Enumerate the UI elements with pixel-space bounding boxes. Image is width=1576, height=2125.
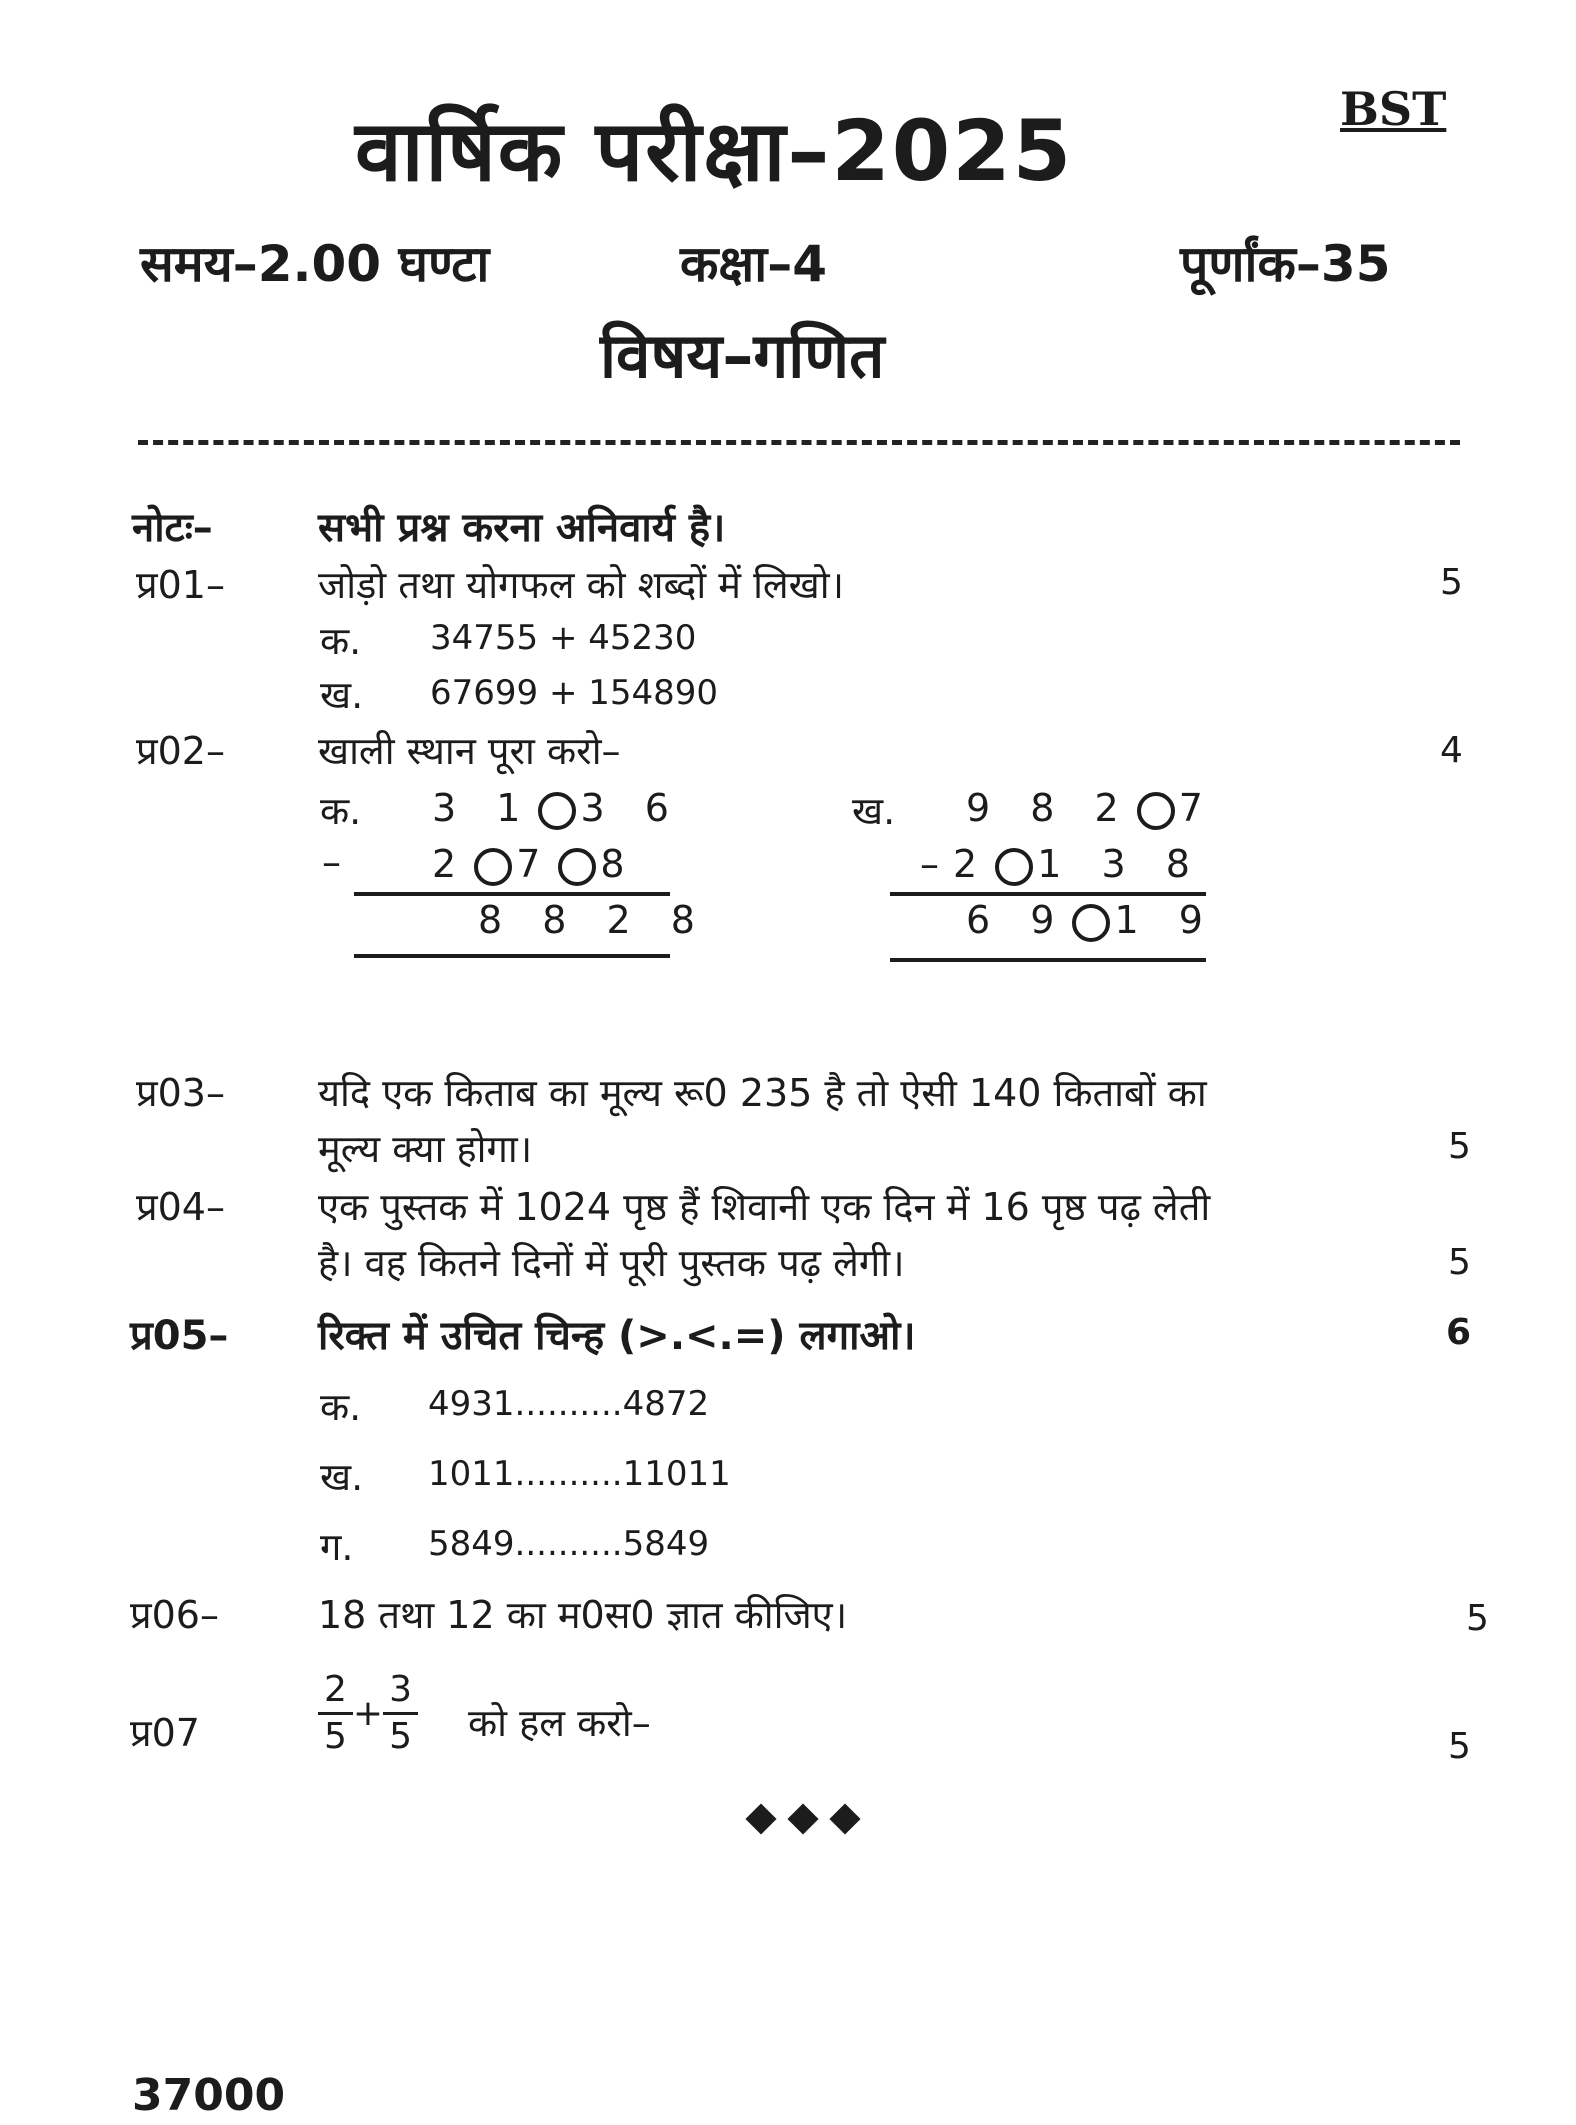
note-text: सभी प्रश्न करना अनिवार्य है। xyxy=(318,505,726,551)
paper-code: BST xyxy=(1340,82,1447,136)
q2-a-top-left: 3 1 xyxy=(432,786,535,830)
ornament-diamond-icon xyxy=(787,1803,818,1834)
q2-b-top-row xyxy=(966,786,1217,830)
q6-label: प्र06– xyxy=(130,1593,219,1637)
q2-b-top-right: 7 xyxy=(1178,786,1217,830)
q5-text: रिक्त में उचित चिन्ह (>.<.=) लगाओ। xyxy=(318,1313,916,1359)
time-allowed: समय–2.00 घण्टा xyxy=(140,235,490,293)
max-marks: पूर्णांक–35 xyxy=(1180,235,1391,293)
q2-a-mid-blank-1[interactable] xyxy=(474,848,512,886)
q5-item-2-expr: 1011..........11011 xyxy=(428,1454,731,1494)
q2-a-result: 8 8 2 8 xyxy=(478,898,709,942)
q7-f1-denominator: 5 xyxy=(324,1716,347,1757)
q7-label: प्र07 xyxy=(130,1711,200,1755)
q7-plus: + xyxy=(352,1693,384,1734)
q2-a-label: क. xyxy=(320,789,362,833)
q2-a-rule-top xyxy=(354,892,670,896)
q2-a-mid-left: 2 xyxy=(432,842,471,886)
q2-b-res-blank[interactable] xyxy=(1072,904,1110,942)
q5-item-1-expr: 4931..........4872 xyxy=(428,1384,710,1424)
q7-f1-numerator: 2 xyxy=(318,1668,353,1715)
q2-b-rule-top xyxy=(890,892,1206,896)
q7-f2-numerator: 3 xyxy=(383,1668,418,1715)
q7-fraction-2 xyxy=(383,1668,418,1759)
q1-marks: 5 xyxy=(1440,562,1463,603)
q7-marks: 5 xyxy=(1448,1726,1471,1767)
q1-b-label: ख. xyxy=(320,673,364,717)
q5-item-3-label: ग. xyxy=(320,1525,354,1569)
q4-label: प्र04– xyxy=(136,1185,225,1229)
q2-a-mid-row xyxy=(432,842,639,886)
ornament-diamond-icon xyxy=(829,1803,860,1834)
q2-b-res-right: 1 9 xyxy=(1114,898,1217,942)
footer-code: 37000 xyxy=(132,2070,286,2121)
q1-label: प्र01– xyxy=(136,563,225,607)
q2-a-mid-right: 8 xyxy=(600,842,639,886)
q1-text: जोड़ो तथा योगफल को शब्दों में लिखो। xyxy=(318,563,845,607)
q2-b-top-blank[interactable] xyxy=(1137,792,1175,830)
exam-title: वार्षिक परीक्षा–2025 xyxy=(355,102,1074,200)
end-ornament xyxy=(740,1808,866,1834)
q2-a-top-right: 3 6 xyxy=(580,786,683,830)
q3-line1: यदि एक किताब का मूल्य रू0 235 है तो ऐसी 140 किताबों का xyxy=(318,1071,1207,1115)
q2-b-res-left: 6 9 xyxy=(966,898,1069,942)
q5-marks: 6 xyxy=(1446,1312,1472,1353)
q6-text: 18 तथा 12 का म0स0 ज्ञात कीजिए। xyxy=(318,1593,848,1637)
q2-b-rule-bottom xyxy=(890,958,1206,962)
q7-expression xyxy=(318,1668,418,1759)
q2-a-top-blank[interactable] xyxy=(538,792,576,830)
q2-b-label: ख. xyxy=(852,789,896,833)
q5-item-1-label: क. xyxy=(320,1385,362,1429)
q3-label: प्र03– xyxy=(136,1071,225,1115)
q2-a-mid-blank-2[interactable] xyxy=(558,848,596,886)
q2-a-rule-bottom xyxy=(354,954,670,958)
q2-b-mid-blank[interactable] xyxy=(995,848,1033,886)
q4-line1: एक पुस्तक में 1024 पृष्ठ हैं शिवानी एक दिन में 16 पृष्ठ पढ़ लेती xyxy=(318,1185,1211,1229)
header-divider xyxy=(138,440,1460,445)
q2-b-top-left: 9 8 2 xyxy=(966,786,1133,830)
q4-marks: 5 xyxy=(1448,1242,1471,1283)
note-label: नोटः– xyxy=(132,505,213,551)
q2-b-mid-left: –2 xyxy=(920,842,992,886)
q1-a-expr: 34755 + 45230 xyxy=(430,618,697,658)
q2-b-result-row xyxy=(966,898,1217,942)
q3-marks: 5 xyxy=(1448,1126,1471,1167)
q2-label: प्र02– xyxy=(136,729,225,773)
q2-b-mid-row xyxy=(920,842,1204,886)
q5-item-3-expr: 5849..........5849 xyxy=(428,1524,710,1564)
q2-marks: 4 xyxy=(1440,730,1463,771)
q2-b-mid-right: 1 3 8 xyxy=(1037,842,1204,886)
q2-a-minus: – xyxy=(322,840,341,884)
subject-title: विषय–गणित xyxy=(600,319,885,392)
q4-line2: है। वह कितने दिनों में पूरी पुस्तक पढ़ लेगी। xyxy=(318,1241,905,1285)
class-label: कक्षा–4 xyxy=(680,235,827,293)
q2-a-mid-center: 7 xyxy=(516,842,555,886)
q7-fraction-1 xyxy=(318,1668,353,1759)
q7-f2-denominator: 5 xyxy=(389,1716,412,1757)
q3-line2: मूल्य क्या होगा। xyxy=(318,1127,533,1171)
q1-b-expr: 67699 + 154890 xyxy=(430,673,719,713)
q5-label: प्र05– xyxy=(130,1313,229,1359)
q7-text: को हल करो– xyxy=(468,1701,651,1745)
ornament-diamond-icon xyxy=(745,1803,776,1834)
q6-marks: 5 xyxy=(1466,1598,1489,1639)
q2-text: खाली स्थान पूरा करो– xyxy=(318,729,621,773)
q2-a-top-row xyxy=(432,786,683,830)
q1-a-label: क. xyxy=(320,619,362,663)
q5-item-2-label: ख. xyxy=(320,1455,364,1499)
